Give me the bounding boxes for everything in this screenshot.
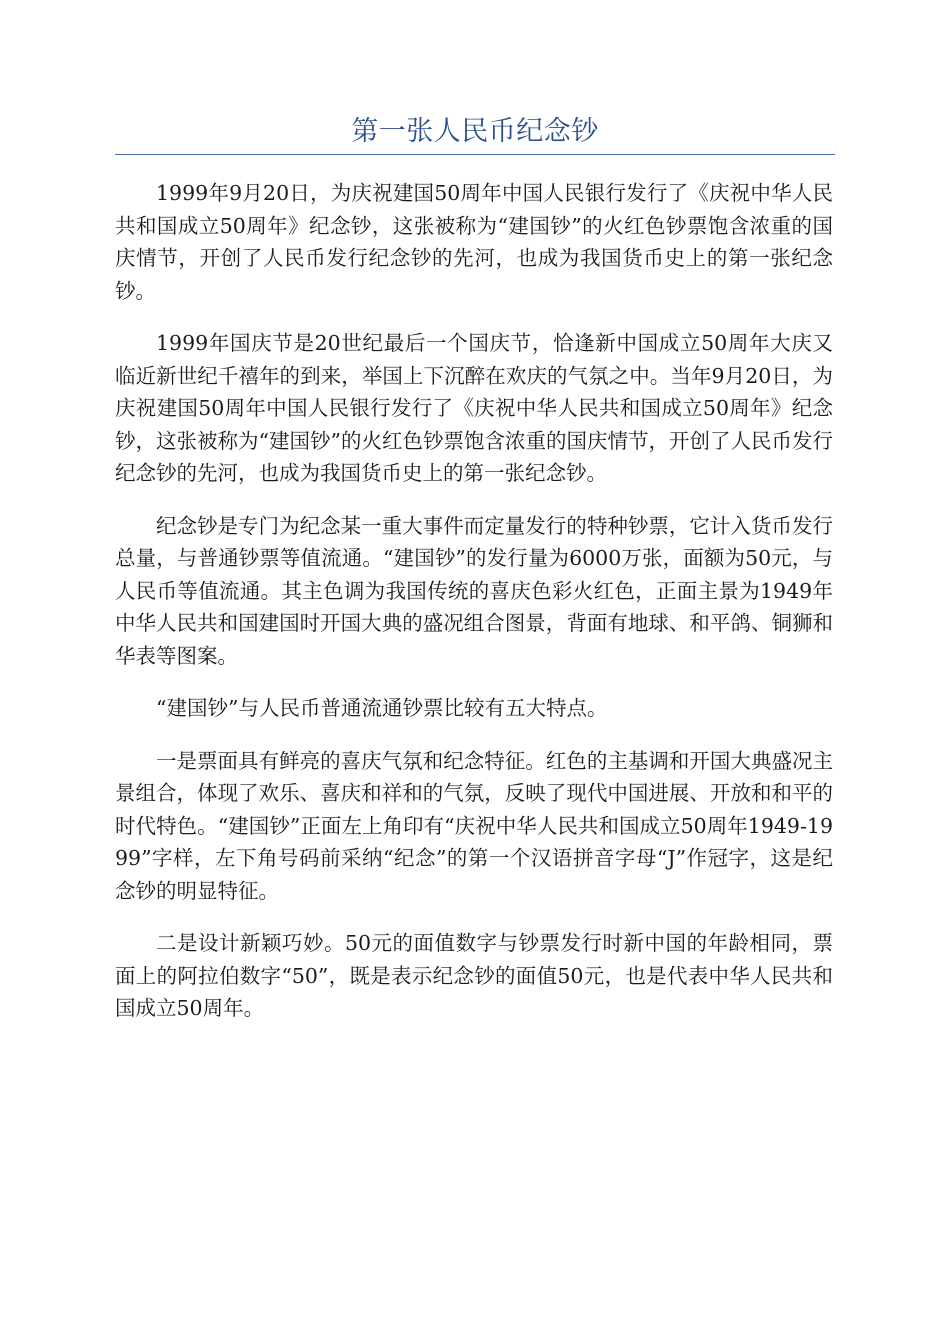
paragraph-2: 1999年国庆节是20世纪最后一个国庆节，恰逢新中国成立50周年大庆又临近新世纪千禧年的到来，举国上下沉醉在欢庆的气氛之中。当年9月20日，为庆祝建国50周年中国人民银行发行了《庆祝中华人民共和国成立50周年》纪念钞，这张被称为“建国钞”的火红色钞票饱含浓重的国庆情节，开创了人民币发行纪念钞的先河，也成为我国货币史上的第一张纪念钞。 (115, 331, 833, 485)
page-title: 第一张人民币纪念钞 (351, 116, 599, 147)
document-body (115, 177, 833, 1045)
title-underline (115, 154, 835, 155)
paragraph-6: 二是设计新颖巧妙。50元的面值数字与钞票发行时新中国的年龄相同，票面上的阿拉伯数字“50”，既是表示纪念钞的面值50元，也是代表中华人民共和国成立50周年。 (115, 931, 833, 1020)
paragraph-1: 1999年9月20日，为庆祝建国50周年中国人民银行发行了《庆祝中华人民共和国成立50周年》纪念钞，这张被称为“建国钞”的火红色钞票饱含浓重的国庆情节，开创了人民币发行纪念钞的先河，也成为我国货币史上的第一张纪念钞。 (115, 181, 833, 303)
paragraph-4: “建国钞”与人民币普通流通钞票比较有五大特点。 (156, 696, 608, 720)
paragraph-3: 纪念钞是专门为纪念某一重大事件而定量发行的特种钞票，它计入货币发行总量，与普通钞票等值流通。“建国钞”的发行量为6000万张，面额为50元，与人民币等值流通。其主色调为我国传统的喜庆色彩火红色，正面主景为1949年中华人民共和国建国时开国大典的盛况组合图景，背面有地球、和平鸽、铜狮和华表等图案。 (115, 513, 833, 668)
paragraph-5: 一是票面具有鲜亮的喜庆气氛和纪念特征。红色的主基调和开国大典盛况主景组合，体现了欢乐、喜庆和祥和的气氛，反映了现代中国进展、开放和和平的时代特色。“建国钞”正面左上角印有“庆祝中华人民共和国成立50周年1949-1999”字样，左下角号码前采纳“纪念”的第一个汉语拼音字母“J”作冠字，这是纪念钞的明显特征。 (115, 748, 833, 903)
